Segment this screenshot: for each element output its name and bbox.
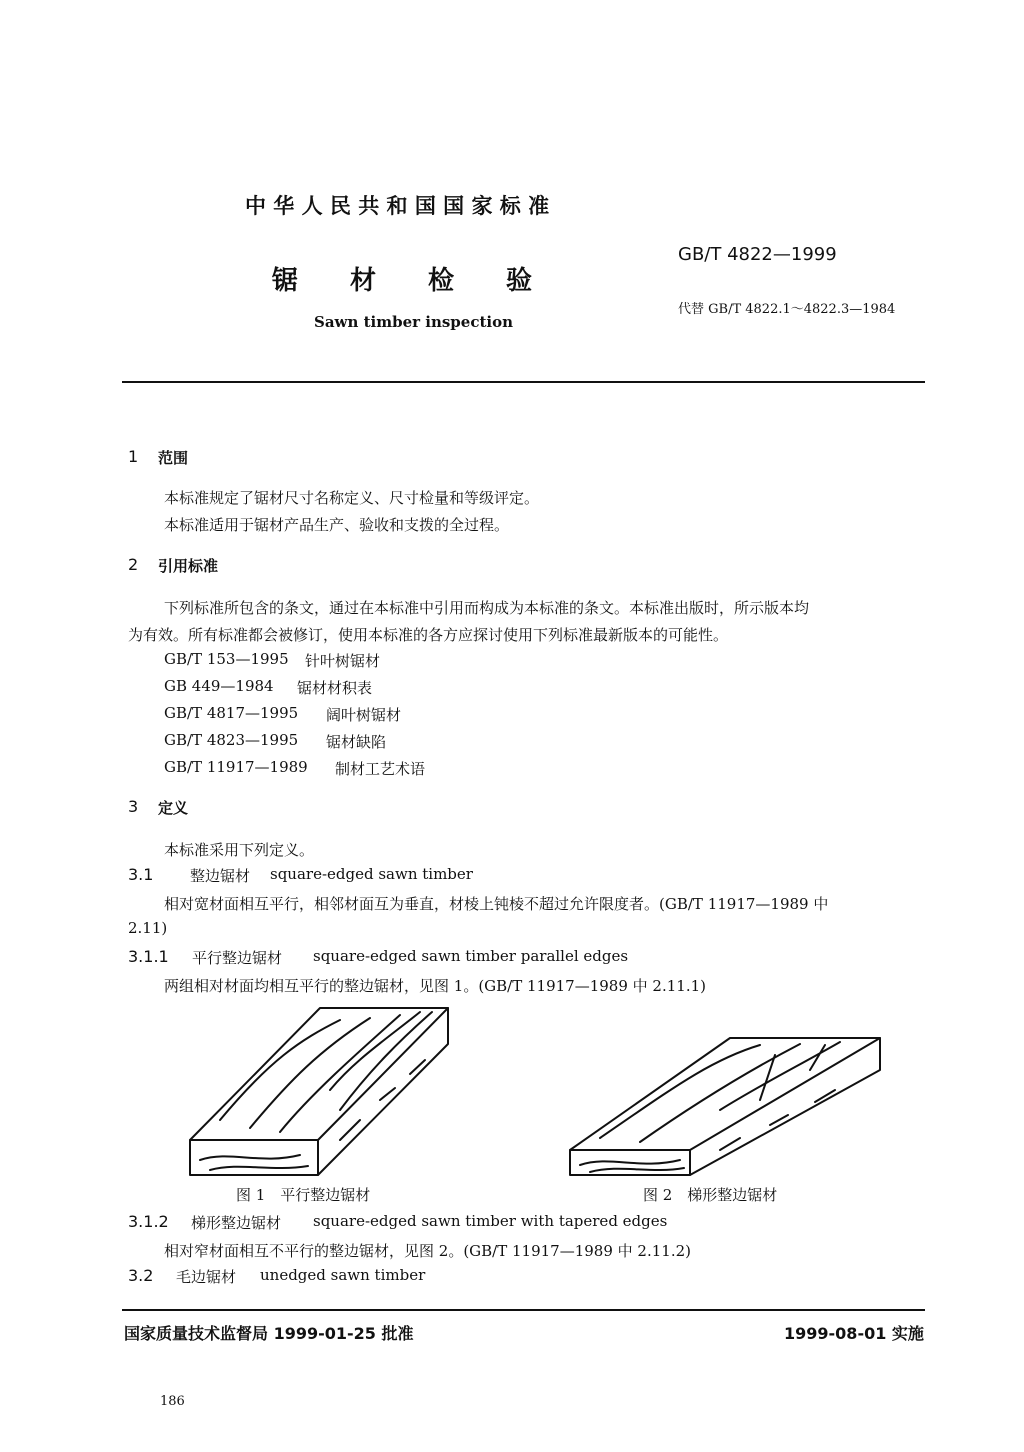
header-rule [122, 381, 925, 383]
clause-number: 3.1.1 [128, 947, 169, 966]
paragraph: 下列标准所包含的条文，通过在本标准中引用而构成为本标准的条文。本标准出版时，所示版本均 [164, 599, 810, 617]
grain-line [330, 1012, 432, 1110]
board-side-face [318, 1008, 448, 1175]
ref-name: 制材工艺术语 [335, 760, 426, 778]
section-2-title: 引用标准 [158, 557, 219, 575]
term-cn: 梯形整边锯材 [191, 1214, 282, 1232]
ref-code: GB/T 11917—1989 [164, 758, 308, 776]
document-title-cn: 锯 材 检 验 [272, 266, 533, 296]
board-top-face [570, 1038, 880, 1150]
ref-name: 针叶树锯材 [305, 652, 381, 670]
figure-2-tapered-board [560, 1030, 890, 1185]
approval-line: 国家质量技术监督局 1999-01-25 批准 [124, 1324, 414, 1343]
clause-number: 3.1 [128, 865, 154, 884]
grain-line [760, 1045, 825, 1100]
term-en: square-edged sawn timber parallel edges [313, 947, 629, 965]
paragraph: 2.11) [128, 919, 168, 937]
paragraph: 相对窄材面相互不平行的整边锯材，见图 2。(GB/T 11917—1989 中 2.11.2) [164, 1242, 691, 1260]
ref-name: 锯材材积表 [297, 679, 373, 697]
grain-line [600, 1045, 760, 1138]
document-title-en: Sawn timber inspection [314, 313, 513, 331]
paragraph: 本标准适用于锯材产品生产、验收和支拨的全过程。 [164, 516, 510, 534]
figure-1-parallel-board [180, 1000, 470, 1185]
term-cn: 整边锯材 [190, 867, 251, 885]
grain-line [250, 1018, 370, 1128]
section-2-number: 2 [128, 555, 139, 574]
paragraph: 本标准规定了锯材尺寸名称定义、尺寸检量和等级评定。 [164, 489, 540, 507]
figure-2-caption: 图 2 梯形整边锯材 [643, 1186, 778, 1204]
side-grain [340, 1060, 425, 1140]
paragraph: 本标准采用下列定义。 [164, 841, 315, 859]
ref-code: GB/T 4817—1995 [164, 704, 299, 722]
clause-number: 3.2 [128, 1266, 154, 1285]
board-side-face [690, 1038, 880, 1175]
term-en: square-edged sawn timber [270, 865, 473, 883]
paragraph: 两组相对材面均相互平行的整边锯材，见图 1。(GB/T 11917—1989 中 2.11.1) [164, 977, 706, 995]
grain-line [220, 1020, 340, 1120]
ref-code: GB/T 153—1995 [164, 650, 289, 668]
implementation-date: 1999-08-01 实施 [784, 1324, 924, 1343]
section-3-title: 定义 [158, 799, 189, 817]
ref-code: GB 449—1984 [164, 677, 274, 695]
ref-name: 阔叶树锯材 [326, 706, 402, 724]
term-en: square-edged sawn timber with tapered edges [313, 1212, 668, 1230]
ref-name: 锯材缺陷 [326, 733, 387, 751]
paragraph: 相对宽材面相互平行，相邻材面互为垂直，材棱上钝棱不超过允许限度者。(GB/T 11917—1989 中 [164, 895, 829, 913]
page-number: 186 [160, 1394, 185, 1409]
term-cn: 平行整边锯材 [192, 949, 283, 967]
footer-rule [122, 1309, 925, 1311]
standard-number: GB/T 4822—1999 [678, 244, 837, 265]
paragraph: 为有效。所有标准都会被修订，使用本标准的各方应探讨使用下列标准最新版本的可能性。 [128, 626, 729, 644]
section-1-title: 范围 [158, 449, 189, 467]
term-en: unedged sawn timber [260, 1266, 426, 1284]
figure-1-caption: 图 1 平行整边锯材 [236, 1186, 371, 1204]
term-cn: 毛边锯材 [176, 1268, 237, 1286]
national-standard-title: 中 华 人 民 共 和 国 国 家 标 准 [245, 194, 550, 218]
section-1-number: 1 [128, 447, 139, 466]
end-grain [200, 1155, 308, 1170]
ref-code: GB/T 4823—1995 [164, 731, 299, 749]
section-3-number: 3 [128, 797, 139, 816]
replaces-standard: 代替 GB/T 4822.1～4822.3—1984 [678, 302, 896, 317]
grain-line [280, 1015, 400, 1132]
end-grain [580, 1160, 684, 1172]
clause-number: 3.1.2 [128, 1212, 169, 1231]
